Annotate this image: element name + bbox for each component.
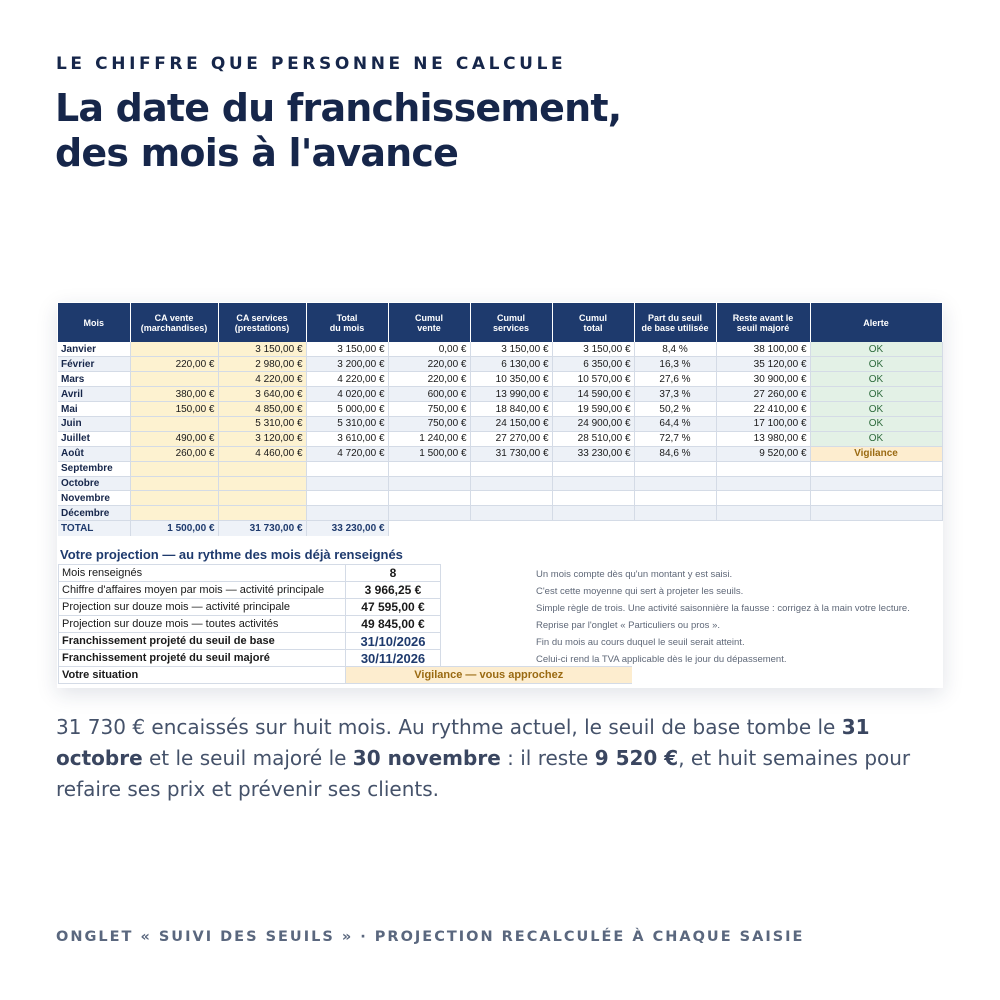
- table-row: [58, 387, 942, 402]
- column-header: [810, 303, 942, 342]
- input-cell[interactable]: 4 460,00 €: [218, 446, 306, 461]
- alert-status: OK: [810, 372, 942, 387]
- projection-value: 30/11/2026: [346, 650, 441, 667]
- column-header-text: vente: [417, 322, 441, 333]
- table-cell: [634, 461, 716, 476]
- body-text-part: , et huit semaines pour refaire ses prix et prévenir ses clients.: [56, 746, 911, 801]
- empty-cell: [388, 521, 470, 536]
- total-cell: 33 230,00 €: [306, 521, 388, 536]
- body-text-part: 31 730 € encaissés sur huit mois. Au rythme actuel, le seuil de base tombe le: [56, 715, 842, 739]
- table-cell: 1 500,00 €: [388, 446, 470, 461]
- projection-value: 49 845,00 €: [346, 616, 441, 633]
- month-label: Mai: [58, 402, 130, 417]
- input-cell[interactable]: 490,00 €: [130, 431, 218, 446]
- alert-status: OK: [810, 342, 942, 357]
- table-cell: 38 100,00 €: [716, 342, 810, 357]
- projection-note: Un mois compte dès qu'un montant y est saisi.: [536, 569, 733, 580]
- column-header-text: Cumul: [415, 312, 443, 323]
- table-cell: 17 100,00 €: [716, 416, 810, 431]
- input-cell[interactable]: 2 980,00 €: [218, 357, 306, 372]
- table-cell: 35 120,00 €: [716, 357, 810, 372]
- table-cell: 27 270,00 €: [470, 431, 552, 446]
- input-cell[interactable]: [130, 491, 218, 506]
- table-cell: [470, 506, 552, 521]
- total-cell: 31 730,00 €: [218, 521, 306, 536]
- column-header: [388, 303, 470, 342]
- empty-cell: [634, 521, 716, 536]
- table-cell: 9 520,00 €: [716, 446, 810, 461]
- table-cell: 16,3 %: [634, 357, 716, 372]
- alert-status: OK: [810, 357, 942, 372]
- month-label: Mars: [58, 372, 130, 387]
- empty-cell: [470, 521, 552, 536]
- month-label: Novembre: [58, 491, 130, 506]
- headline-line-1: La date du franchissement,: [55, 86, 622, 130]
- column-header-text: Cumul: [579, 312, 607, 323]
- column-header-text: Alerte: [863, 317, 889, 328]
- table-cell: 4 020,00 €: [306, 387, 388, 402]
- table-cell: 18 840,00 €: [470, 402, 552, 417]
- input-cell[interactable]: 220,00 €: [130, 357, 218, 372]
- column-header-text: seuil majoré: [736, 322, 790, 333]
- month-label: Septembre: [58, 461, 130, 476]
- table-cell: [306, 476, 388, 491]
- table-cell: 5 000,00 €: [306, 402, 388, 417]
- total-label: TOTAL: [58, 521, 130, 536]
- table-cell: 6 350,00 €: [552, 357, 634, 372]
- projection-label: Mois renseignés: [59, 565, 346, 582]
- table-row: [58, 402, 942, 417]
- situation-row: [59, 667, 632, 684]
- table-header-row: [58, 303, 942, 342]
- alert-status: OK: [810, 416, 942, 431]
- projection-label: Projection sur douze mois — activité principale: [59, 599, 346, 616]
- input-cell[interactable]: [130, 461, 218, 476]
- table-cell: 5 310,00 €: [306, 416, 388, 431]
- table-row: [58, 431, 942, 446]
- table-cell: [470, 461, 552, 476]
- input-cell[interactable]: 260,00 €: [130, 446, 218, 461]
- projection-value: 31/10/2026: [346, 633, 441, 650]
- input-cell[interactable]: 3 120,00 €: [218, 431, 306, 446]
- table-cell: 6 130,00 €: [470, 357, 552, 372]
- projection-value: 3 966,25 €: [346, 582, 441, 599]
- month-label: Juin: [58, 416, 130, 431]
- situation-label: Votre situation: [59, 667, 346, 684]
- table-cell: 50,2 %: [634, 402, 716, 417]
- column-header-text: du mois: [329, 322, 365, 333]
- column-header: [58, 303, 130, 342]
- table-cell: 750,00 €: [388, 416, 470, 431]
- month-label: Décembre: [58, 506, 130, 521]
- table-row: [58, 416, 942, 431]
- body-text-part: : il reste: [500, 746, 595, 770]
- input-cell[interactable]: 150,00 €: [130, 402, 218, 417]
- table-cell: 14 590,00 €: [552, 387, 634, 402]
- month-label: Janvier: [58, 342, 130, 357]
- total-cell: 1 500,00 €: [130, 521, 218, 536]
- footer-caption: ONGLET « SUIVI DES SEUILS » · PROJECTION RECALCULÉE À CHAQUE SAISIE: [56, 929, 805, 945]
- input-cell[interactable]: [218, 476, 306, 491]
- projection-label: Franchissement projeté du seuil de base: [59, 633, 346, 650]
- table-cell: [388, 476, 470, 491]
- table-cell: 3 150,00 €: [306, 342, 388, 357]
- empty-cell: [810, 521, 942, 536]
- table-cell: 220,00 €: [388, 372, 470, 387]
- table-row: [58, 357, 942, 372]
- input-cell[interactable]: [130, 506, 218, 521]
- table-row: [58, 491, 942, 506]
- table-cell: 13 980,00 €: [716, 431, 810, 446]
- input-cell[interactable]: [130, 342, 218, 357]
- table-cell: 27 260,00 €: [716, 387, 810, 402]
- alert-status: [810, 506, 942, 521]
- kicker: LE CHIFFRE QUE PERSONNE NE CALCULE: [56, 54, 567, 74]
- input-cell[interactable]: 3 150,00 €: [218, 342, 306, 357]
- table-cell: 3 150,00 €: [470, 342, 552, 357]
- projection-note: Fin du mois au cours duquel le seuil serait atteint.: [536, 637, 745, 648]
- table-row: [58, 342, 942, 357]
- column-header: [716, 303, 810, 342]
- input-cell[interactable]: 4 220,00 €: [218, 372, 306, 387]
- month-label: Octobre: [58, 476, 130, 491]
- table-cell: [716, 476, 810, 491]
- column-header-text: Mois: [83, 317, 104, 328]
- projection-note: Reprise par l'onglet « Particuliers ou pros ».: [536, 620, 720, 631]
- input-cell[interactable]: 5 310,00 €: [218, 416, 306, 431]
- column-header: [470, 303, 552, 342]
- body-text-part: et le seuil majoré le: [142, 746, 353, 770]
- table-cell: [388, 461, 470, 476]
- table-cell: 3 150,00 €: [552, 342, 634, 357]
- body-emphasis: 9 520 €: [594, 746, 679, 770]
- projection-note: Celui-ci rend la TVA applicable dès le jour du dépassement.: [536, 654, 787, 665]
- table-cell: [634, 476, 716, 491]
- headline-line-2: des mois à l'avance: [55, 131, 459, 175]
- table-cell: 22 410,00 €: [716, 402, 810, 417]
- table-cell: [716, 506, 810, 521]
- table-cell: [634, 506, 716, 521]
- projection-label: Chiffre d'affaires moyen par mois — activité principale: [59, 582, 346, 599]
- column-header-text: Part du seuil: [647, 312, 702, 323]
- month-label: Avril: [58, 387, 130, 402]
- projection-title: Votre projection — au rythme des mois déjà renseignés: [60, 547, 403, 562]
- column-header-text: de base utilisée: [641, 322, 709, 333]
- table-cell: [388, 491, 470, 506]
- table-cell: 750,00 €: [388, 402, 470, 417]
- column-header: [218, 303, 306, 342]
- table-cell: [552, 476, 634, 491]
- column-header-text: (marchandises): [140, 322, 208, 333]
- column-header-text: Total: [336, 312, 358, 323]
- alert-status: [810, 461, 942, 476]
- table-cell: [552, 506, 634, 521]
- table-cell: [634, 491, 716, 506]
- input-cell[interactable]: [130, 476, 218, 491]
- table-cell: 37,3 %: [634, 387, 716, 402]
- projection-label: Projection sur douze mois — toutes activités: [59, 616, 346, 633]
- table-cell: 19 590,00 €: [552, 402, 634, 417]
- table-row: [58, 446, 942, 461]
- column-header-text: total: [583, 322, 603, 333]
- table-cell: [716, 461, 810, 476]
- table-cell: 3 610,00 €: [306, 431, 388, 446]
- table-row: [58, 476, 942, 491]
- column-header-text: Cumul: [497, 312, 525, 323]
- empty-cell: [552, 521, 634, 536]
- column-header-text: CA vente: [154, 312, 194, 323]
- column-header-text: (prestations): [234, 322, 290, 333]
- table-cell: 33 230,00 €: [552, 446, 634, 461]
- body-emphasis: 31 octobre: [56, 715, 870, 770]
- table-cell: 4 220,00 €: [306, 372, 388, 387]
- alert-status: OK: [810, 402, 942, 417]
- projection-note: Simple règle de trois. Une activité saisonnière la fausse : corrigez à la main votre lecture.: [536, 603, 910, 614]
- projection-label: Franchissement projeté du seuil majoré: [59, 650, 346, 667]
- body-emphasis: 30 novembre: [352, 746, 501, 770]
- table-cell: 28 510,00 €: [552, 431, 634, 446]
- projection-notes: [536, 566, 941, 668]
- table-cell: 600,00 €: [388, 387, 470, 402]
- table-cell: [716, 491, 810, 506]
- column-header-text: CA services: [236, 312, 288, 323]
- table-cell: [306, 461, 388, 476]
- table-cell: 13 990,00 €: [470, 387, 552, 402]
- input-cell[interactable]: [218, 491, 306, 506]
- body-paragraph: [56, 712, 951, 805]
- table-row: [58, 461, 942, 476]
- table-cell: 24 150,00 €: [470, 416, 552, 431]
- input-cell[interactable]: 3 640,00 €: [218, 387, 306, 402]
- table-cell: [552, 491, 634, 506]
- month-label: Août: [58, 446, 130, 461]
- table-cell: 64,4 %: [634, 416, 716, 431]
- month-label: Février: [58, 357, 130, 372]
- table-cell: 10 570,00 €: [552, 372, 634, 387]
- table-cell: 8,4 %: [634, 342, 716, 357]
- empty-cell: [716, 521, 810, 536]
- table-row: [58, 372, 942, 387]
- spreadsheet-screenshot: [57, 302, 943, 688]
- alert-status: [810, 476, 942, 491]
- monthly-thresholds-table: [58, 303, 943, 536]
- input-cell[interactable]: [130, 416, 218, 431]
- input-cell[interactable]: [130, 372, 218, 387]
- table-cell: [470, 491, 552, 506]
- table-cell: 220,00 €: [388, 357, 470, 372]
- table-cell: 1 240,00 €: [388, 431, 470, 446]
- input-cell[interactable]: 4 850,00 €: [218, 402, 306, 417]
- table-cell: [552, 461, 634, 476]
- table-cell: 84,6 %: [634, 446, 716, 461]
- input-cell[interactable]: [218, 506, 306, 521]
- table-cell: 72,7 %: [634, 431, 716, 446]
- table-cell: 4 720,00 €: [306, 446, 388, 461]
- total-row: [58, 521, 942, 536]
- table-cell: 27,6 %: [634, 372, 716, 387]
- table-cell: 30 900,00 €: [716, 372, 810, 387]
- alert-status: [810, 491, 942, 506]
- projection-note: C'est cette moyenne qui sert à projeter les seuils.: [536, 586, 744, 597]
- table-cell: 3 200,00 €: [306, 357, 388, 372]
- column-header-text: services: [492, 322, 530, 333]
- table-cell: [306, 491, 388, 506]
- input-cell[interactable]: [218, 461, 306, 476]
- table-cell: 31 730,00 €: [470, 446, 552, 461]
- situation-status-badge: Vigilance — vous approchez: [346, 667, 632, 684]
- column-header: [130, 303, 218, 342]
- alert-status: OK: [810, 431, 942, 446]
- headline: [55, 86, 755, 176]
- table-cell: [470, 476, 552, 491]
- alert-status: OK: [810, 387, 942, 402]
- input-cell[interactable]: 380,00 €: [130, 387, 218, 402]
- month-label: Juillet: [58, 431, 130, 446]
- column-header: [306, 303, 388, 342]
- table-cell: 24 900,00 €: [552, 416, 634, 431]
- projection-value: 8: [346, 565, 441, 582]
- projection-value: 47 595,00 €: [346, 599, 441, 616]
- table-cell: [306, 506, 388, 521]
- alert-status: Vigilance: [810, 446, 942, 461]
- column-header: [552, 303, 634, 342]
- table-cell: 10 350,00 €: [470, 372, 552, 387]
- column-header-text: Reste avant le: [732, 312, 794, 323]
- table-cell: [388, 506, 470, 521]
- table-row: [58, 506, 942, 521]
- table-cell: 0,00 €: [388, 342, 470, 357]
- column-header: [634, 303, 716, 342]
